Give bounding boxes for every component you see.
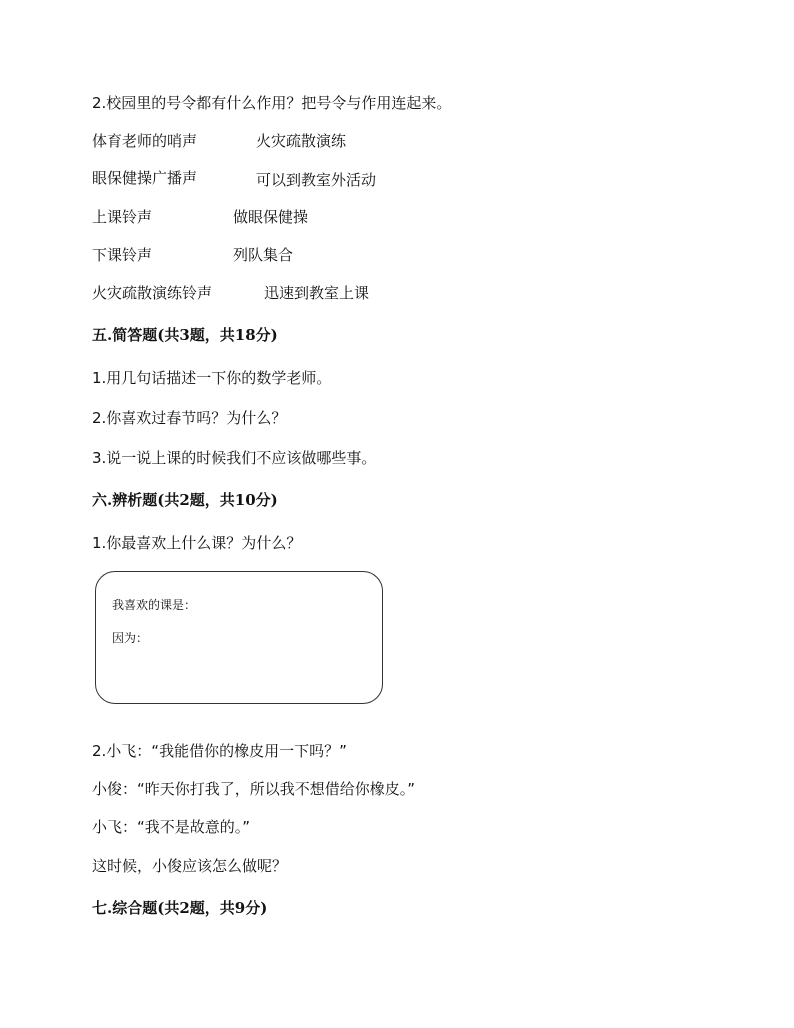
matching-right-2: 可以到教室外活动 — [256, 171, 377, 189]
matching-right-1: 火灾疏散演练 — [256, 132, 347, 150]
section-5-question-1: 1.用几句话描述一下你的数学老师。 — [92, 369, 332, 387]
section-5-question-3: 3.说一说上课的时候我们不应该做哪些事。 — [92, 449, 377, 467]
question-2-intro: 2.校园里的号令都有什么作用？把号令与作用连起来。 — [92, 94, 452, 112]
answer-box — [95, 571, 383, 704]
matching-left-5: 火灾疏散演练铃声 — [92, 284, 213, 302]
answer-box-reason-label: 因为： — [112, 631, 149, 645]
section-6-question-2-line-1: 2.小飞：“我能借你的橡皮用一下吗？” — [92, 742, 347, 760]
section-6-question-2-line-2: 小俊：“昨天你打我了，所以我不想借给你橡皮。” — [92, 780, 416, 798]
matching-right-3: 做眼保健操 — [233, 208, 309, 226]
section-6-question-2-line-3: 小飞：“我不是故意的。” — [92, 818, 251, 836]
matching-left-4: 下课铃声 — [92, 246, 153, 264]
section-6-title: 六.辨析题(共2题，共10分) — [92, 491, 278, 509]
matching-right-4: 列队集合 — [233, 246, 294, 264]
section-7-title: 七.综合题(共2题，共9分) — [92, 899, 268, 917]
section-5-title: 五.简答题(共3题，共18分) — [92, 326, 278, 344]
matching-left-2: 眼保健操广播声 — [92, 169, 198, 187]
matching-left-1: 体育老师的哨声 — [92, 132, 198, 150]
section-6-question-1: 1.你最喜欢上什么课？为什么？ — [92, 534, 302, 552]
matching-left-3: 上课铃声 — [92, 208, 153, 226]
matching-right-5: 迅速到教室上课 — [264, 284, 370, 302]
answer-box-favorite-label: 我喜欢的课是： — [112, 598, 197, 612]
section-6-question-2-line-4: 这时候，小俊应该怎么做呢？ — [92, 857, 288, 875]
section-5-question-2: 2.你喜欢过春节吗？为什么？ — [92, 409, 287, 427]
